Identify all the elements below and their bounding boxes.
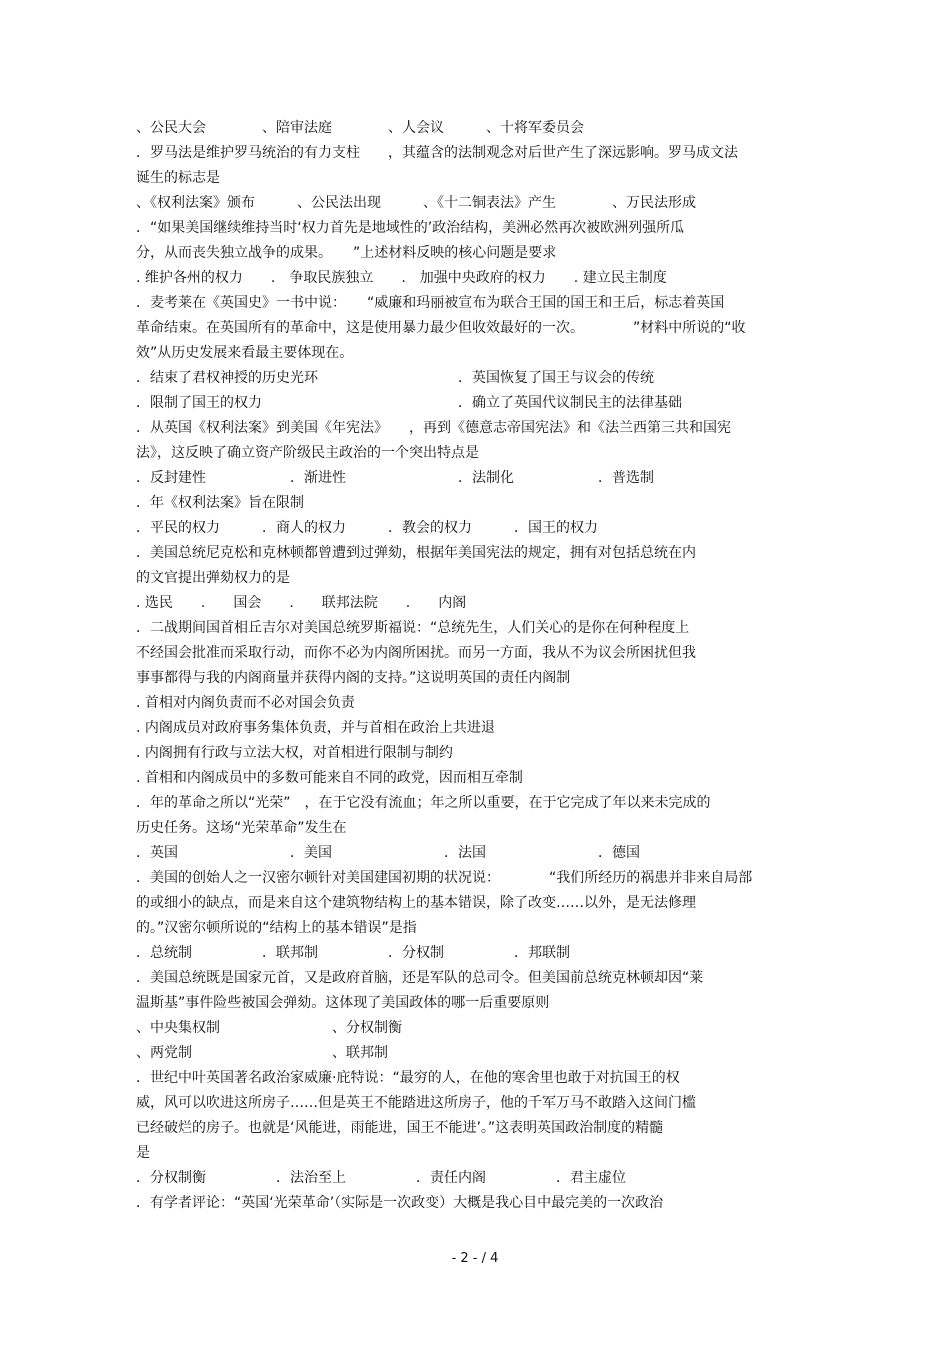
text-line: 不经国会批准而采取行动，而你不必为内阁所困扰。而另一方面，我从不为议会所困扰但我 xyxy=(136,645,696,661)
text-line: 效”从历史发展来看最主要体现在。 xyxy=(136,345,354,361)
text-line: ．从英国《权利法案》到美国《年宪法》 ，再到《德意志帝国宪法》和《法兰西第三共和国宪 xyxy=(136,420,731,436)
text-line: ．英国 ．美国 ．法国 ．德国 xyxy=(136,845,640,861)
text-line: 历史任务。这场“光荣革命”发生在 xyxy=(136,820,347,836)
text-line: ．美国总统既是国家元首，又是政府首脑，还是军队的总司令。但美国前总统克林顿却因“莱 xyxy=(136,970,704,986)
text-line: 的文官提出弹劾权力的是 xyxy=(136,570,290,586)
text-line: 、《权利法案》颁布 、公民法出现 、《十二铜表法》产生 、万民法形成 xyxy=(136,195,696,211)
text-line: . 选民 . 国会 . 联邦法院 . 内阁 xyxy=(136,595,467,611)
text-line: ．世纪中叶英国著名政治家威廉·庇特说：“最穷的人，在他的寒舍里也敢于对抗国王的权 xyxy=(136,1070,680,1086)
text-line: ．罗马法是维护罗马统治的有力支柱 ，其蕴含的法制观念对后世产生了深远影响。罗马成文法 xyxy=(136,145,738,161)
text-line: 诞生的标志是 xyxy=(136,170,220,186)
text-line: 、中央集权制 、分权制衡 xyxy=(136,1020,402,1036)
text-line: 法》，这反映了确立资产阶级民主政治的一个突出特点是 xyxy=(136,445,479,461)
text-line: 是 xyxy=(136,1145,150,1161)
text-line: ．结束了君权神授的历史光环 ．英国恢复了国王与议会的传统 xyxy=(136,370,654,386)
text-line: 分，从而丧失独立战争的成果。 ”上述材料反映的核心问题是要求 xyxy=(136,245,557,261)
text-line: ．年《权利法案》旨在限制 xyxy=(136,495,304,511)
page-number: - 2 - / 4 xyxy=(451,1251,499,1266)
text-line: 、公民大会 、陪审法庭 、人会议 、十将军委员会 xyxy=(136,120,584,136)
text-line: ．有学者评论：“英国‘光荣革命’（实际是一次政变）大概是我心目中最完美的一次政治 xyxy=(136,1195,664,1211)
text-line: ．总统制 ．联邦制 ．分权制 ．邦联制 xyxy=(136,945,570,961)
text-line: . 首相对内阁负责而不必对国会负责 xyxy=(136,695,355,711)
text-line: ．二战期间国首相丘吉尔对美国总统罗斯福说：“总统先生，人们关心的是你在何种程度上 xyxy=(136,620,690,636)
text-line: ．美国总统尼克松和克林顿都曾遭到过弹劾，根据年美国宪法的规定，拥有对包括总统在内 xyxy=(136,545,696,561)
text-line: ．麦考莱在《英国史》一书中说： “威廉和玛丽被宣布为联合王国的国王和王后，标志着英国 xyxy=(136,295,725,311)
text-line: 已经破烂的房子。也就是‘风能进，雨能进，国王不能进’。”这表明英国政治制度的精髓 xyxy=(136,1120,664,1136)
text-line: ．反封建性 ．渐进性 ．法制化 ．普选制 xyxy=(136,470,654,486)
text-line: ．分权制衡 ．法治至上 ．责任内阁 ．君主虚位 xyxy=(136,1170,626,1186)
text-line: ．年的革命之所以“光荣” ，在于它没有流血；年之所以重要，在于它完成了年以来未完成的 xyxy=(136,795,711,811)
text-line: ．美国的创始人之一汉密尔顿针对美国建国初期的状况说： “我们所经历的祸患并非来自局部 xyxy=(136,870,753,886)
text-line: . 维护各州的权力 . 争取民族独立 . 加强中央政府的权力 . 建立民主制度 xyxy=(136,270,667,286)
text-line: 、两党制 、联邦制 xyxy=(136,1045,388,1061)
text-line: 威，风可以吹进这所房子……但是英王不能踏进这所房子，他的千军万马不敢踏入这间门槛 xyxy=(136,1095,696,1111)
text-line: 事事都得与我的内阁商量并获得内阁的支持。”这说明英国的责任内阁制 xyxy=(136,670,571,686)
text-line: 革命结束。在英国所有的革命中，这是使用暴力最少但收效最好的一次。 ”材料中所说的“收 xyxy=(136,320,746,336)
text-line: ．平民的权力 ．商人的权力 ．教会的权力 ．国王的权力 xyxy=(136,520,598,536)
text-line: 温斯基”事件险些被国会弹劾。这体现了美国政体的哪一后重要原则 xyxy=(136,995,550,1011)
text-line: ．限制了国王的权力 ．确立了英国代议制民主的法律基础 xyxy=(136,395,682,411)
text-line: . 内阁拥有行政与立法大权，对首相进行限制与制约 xyxy=(136,745,453,761)
text-line: . 内阁成员对政府事务集体负责，并与首相在政治上共进退 xyxy=(136,720,495,736)
text-line: ．“如果美国继续维持当时‘权力首先是地域性的’政治结构，美洲必然再次被欧洲列强所瓜 xyxy=(136,220,685,236)
text-line: . 首相和内阁成员中的多数可能来自不同的政党，因而相互牵制 xyxy=(136,770,523,786)
text-line: 的或细小的缺点，而是来自这个建筑物结构上的基本错误，除了改变……以外，是无法修理 xyxy=(136,895,696,911)
text-line: 的。”汉密尔顿所说的“结构上的基本错误”是指 xyxy=(136,920,417,936)
